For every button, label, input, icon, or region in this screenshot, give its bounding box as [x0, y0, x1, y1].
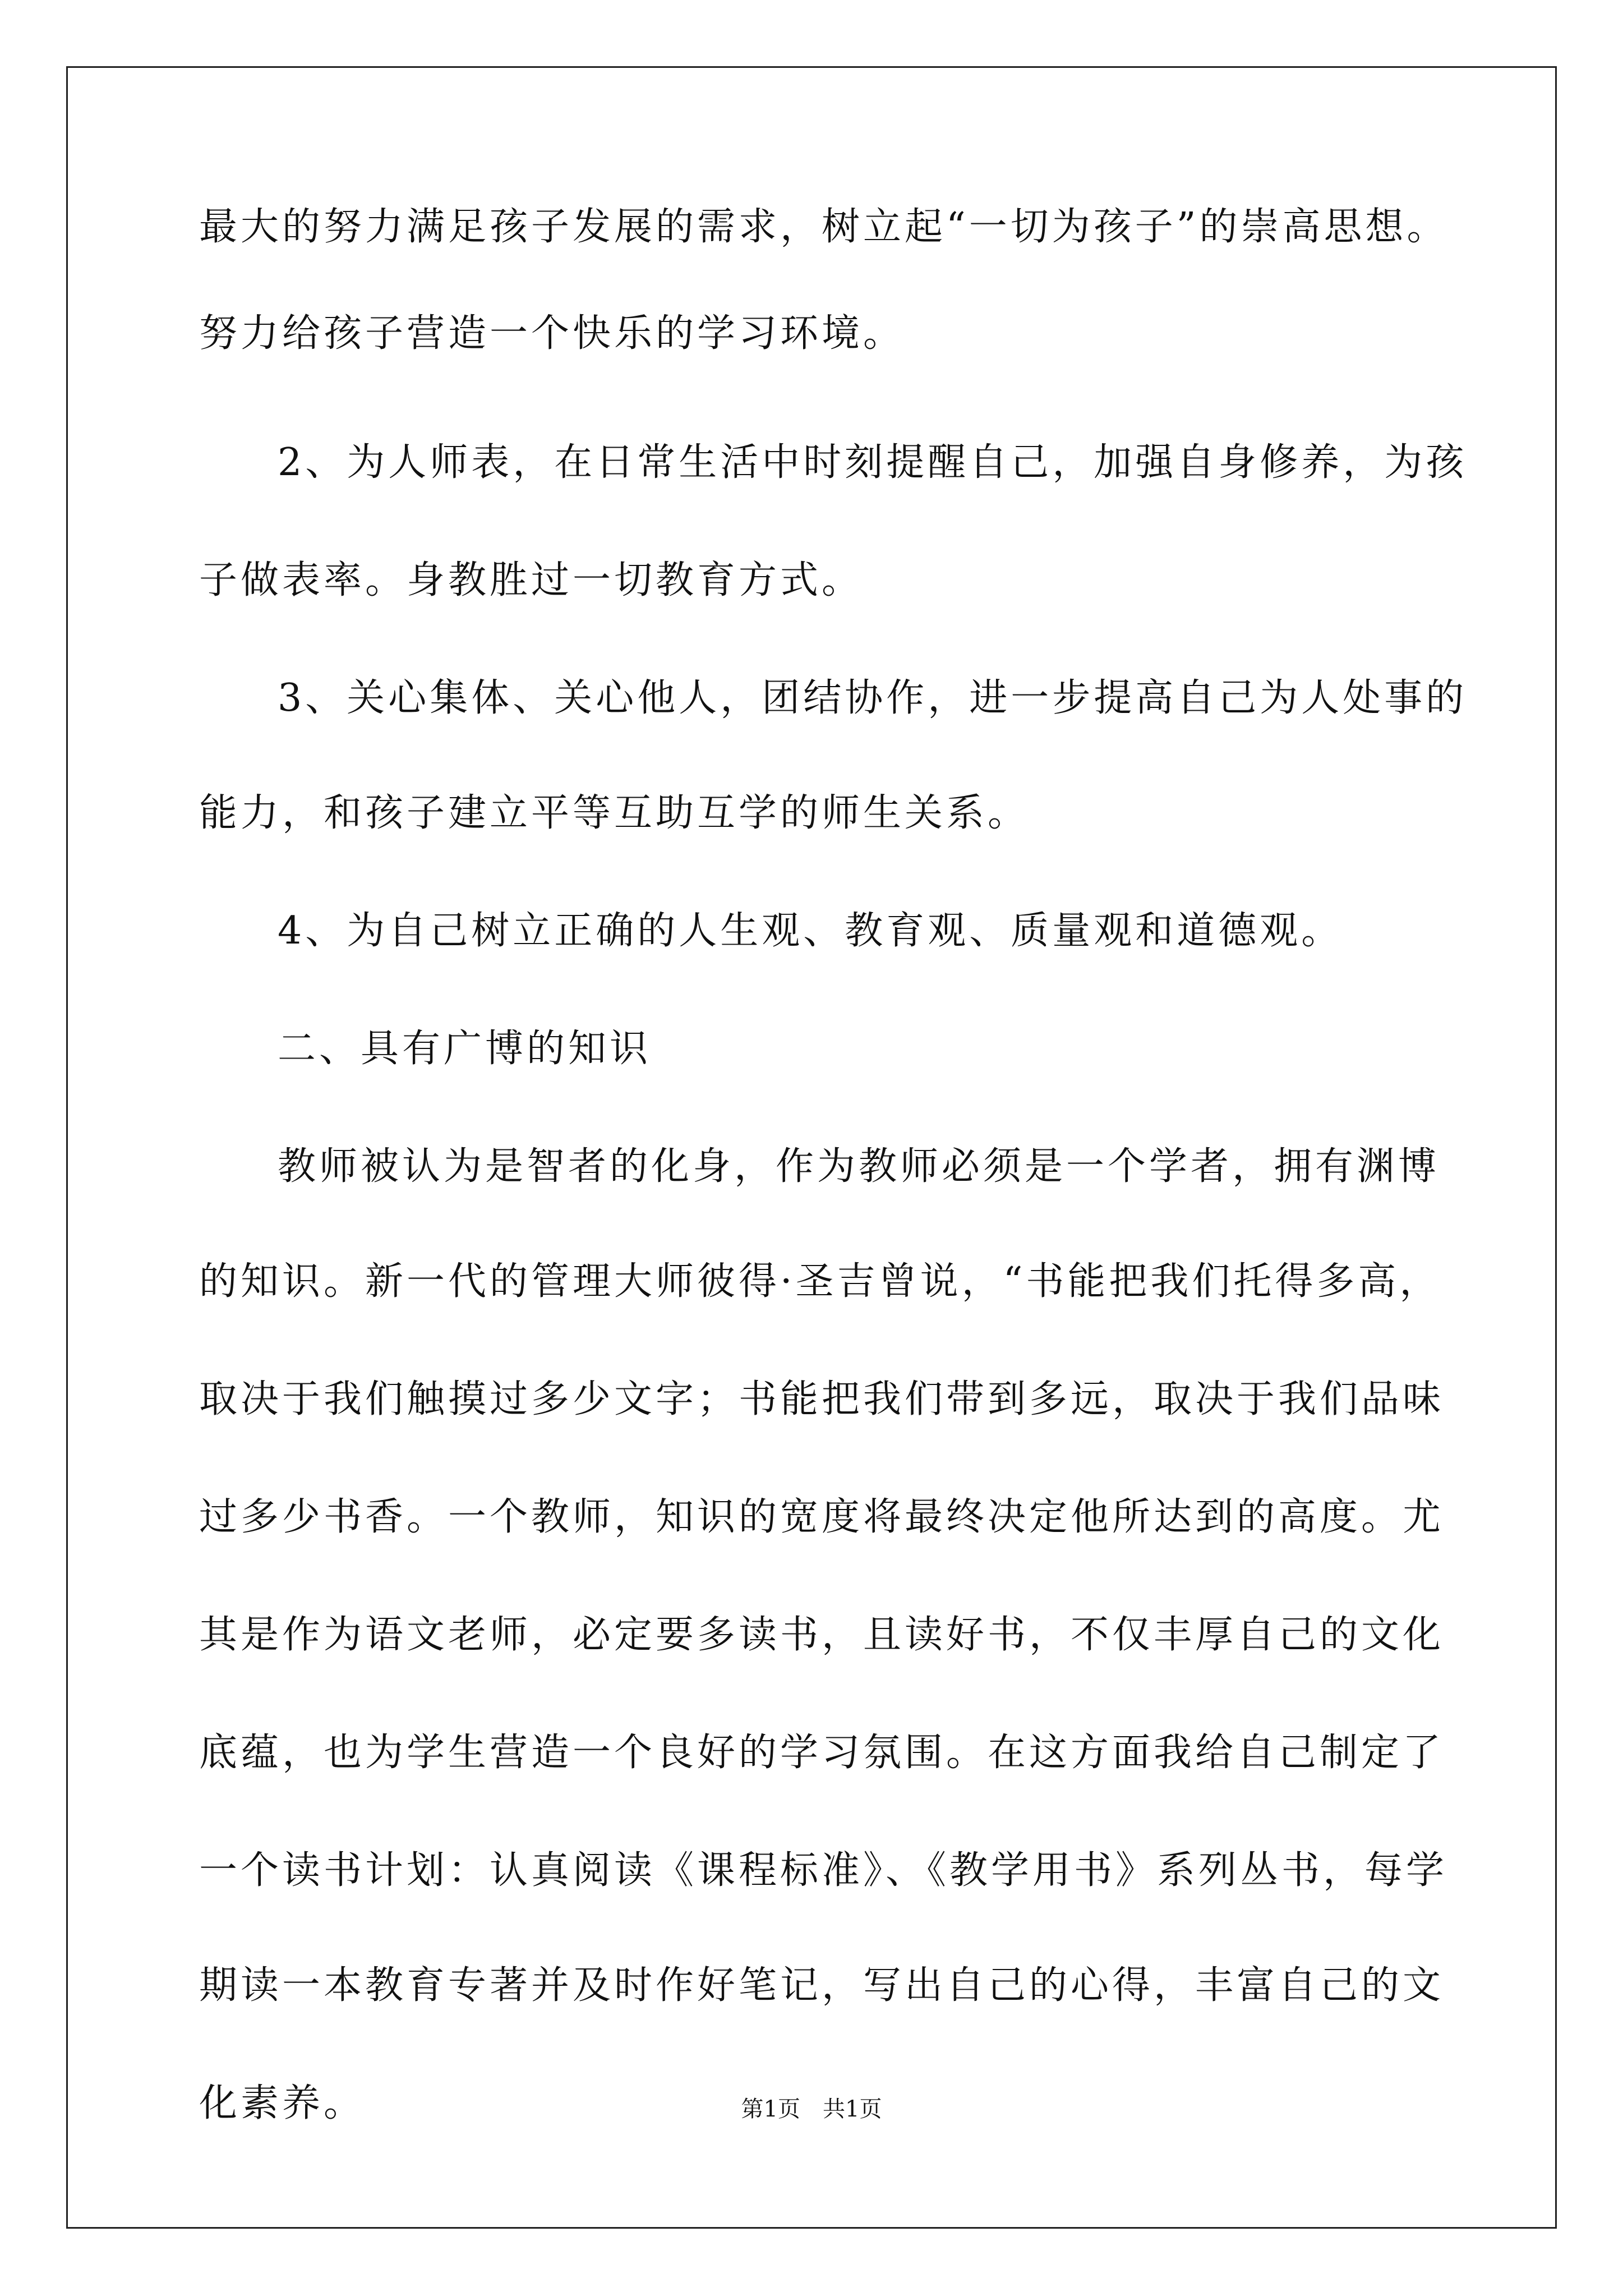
- page-footer: [0, 2095, 1623, 2123]
- text-line: 能力，和孩子建立平等互助互学的师生关系。: [199, 791, 1030, 835]
- section-heading: 二、具有广博的知识: [278, 1027, 652, 1071]
- text-line: 过多少书香。一个教师，知识的宽度将最终决定他所达到的高度。尤: [199, 1495, 1445, 1539]
- text-line: 教师被认为是智者的化身，作为教师必须是一个学者，拥有渊博: [278, 1144, 1440, 1189]
- text-line: 取决于我们触摸过多少文字；书能把我们带到多远，取决于我们品味: [199, 1377, 1445, 1421]
- text-line: 4、为自己树立正确的人生观、教育观、质量观和道德观。: [278, 909, 1343, 953]
- text-line: 努力给孩子营造一个快乐的学习环境。: [199, 311, 905, 356]
- text-line: 子做表率。身教胜过一切教育方式。: [199, 558, 864, 602]
- text-line: 3、关心集体、关心他人，团结协作，进一步提高自己为人处事的: [278, 676, 1468, 720]
- page-total: 共1页: [823, 2096, 882, 2122]
- text-line: 底蕴，也为学生营造一个良好的学习氛围。在这方面我给自己制定了: [199, 1731, 1445, 1775]
- text-line: 其是作为语文老师，必定要多读书，且读好书，不仅丰厚自己的文化: [199, 1613, 1445, 1657]
- text-line: 2、为人师表，在日常生活中时刻提醒自己，加强自身修养，为孩: [278, 440, 1468, 485]
- text-line: 最大的努力满足孩子发展的需求，树立起“一切为孩子”的崇高思想。: [199, 205, 1449, 249]
- text-line: 化素养。: [199, 2081, 366, 2125]
- page-number: 第1页: [741, 2096, 800, 2122]
- text-line: 的知识。新一代的管理大师彼得·圣吉曾说，“书能把我们托得多高，: [199, 1259, 1441, 1304]
- text-line: 一个读书计划：认真阅读《课程标准》、《教学用书》系列丛书，每学: [199, 1848, 1448, 1893]
- text-line: 期读一本教育专著并及时作好笔记，写出自己的心得，丰富自己的文: [199, 1963, 1445, 2008]
